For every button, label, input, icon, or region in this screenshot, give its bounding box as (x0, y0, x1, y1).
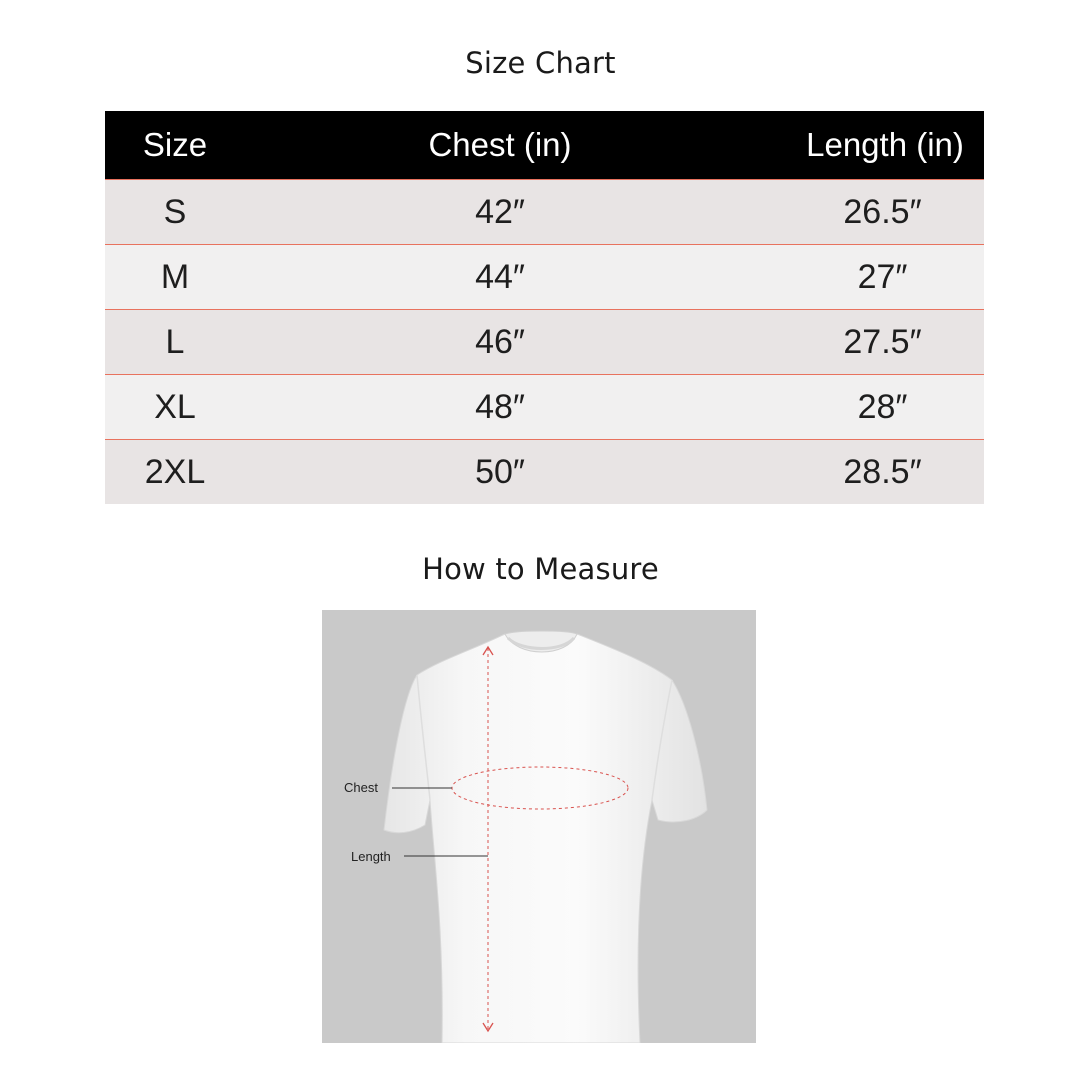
size-chart-title: Size Chart (465, 46, 616, 80)
table-row (105, 309, 984, 374)
length-cell: 27.5″ (843, 322, 922, 361)
size-cell: XL (154, 387, 196, 426)
how-to-measure-title: How to Measure (422, 552, 659, 586)
table-header-row (105, 111, 984, 179)
length-cell: 28″ (857, 387, 908, 426)
chest-label: Chest (344, 780, 378, 795)
tshirt-shape (384, 634, 707, 1043)
chest-cell: 46″ (475, 322, 525, 361)
length-cell: 26.5″ (843, 192, 922, 231)
header-size: Size (142, 126, 208, 163)
table-row (105, 374, 984, 439)
size-cell: S (163, 192, 187, 231)
table-row (105, 179, 984, 244)
table-row (105, 439, 984, 504)
size-cell: 2XL (144, 452, 206, 491)
header-length: Length (in) (806, 126, 964, 163)
size-cell: L (165, 322, 185, 361)
length-cell: 27″ (857, 257, 908, 296)
tshirt-measure-image (322, 610, 756, 1043)
tshirt-illustration (322, 610, 756, 1043)
table-row (105, 244, 984, 309)
size-chart-table (105, 111, 984, 504)
chest-cell: 42″ (475, 192, 525, 231)
header-chest: Chest (in) (428, 126, 572, 163)
length-cell: 28.5″ (843, 452, 922, 491)
chest-cell: 50″ (475, 452, 525, 491)
chest-cell: 44″ (475, 257, 525, 296)
chest-cell: 48″ (475, 387, 525, 426)
length-label: Length (351, 849, 391, 864)
size-cell: M (160, 257, 190, 296)
